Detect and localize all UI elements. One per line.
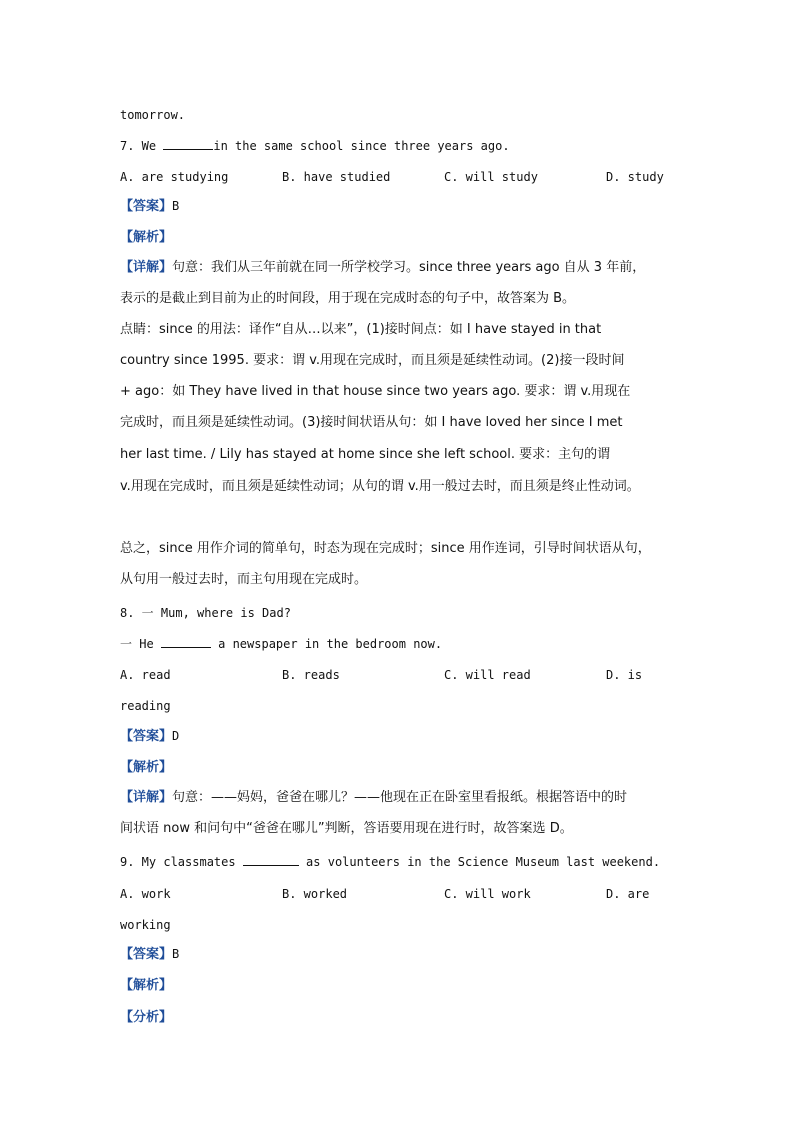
q9-option-c: C. will work xyxy=(444,887,531,901)
q7-note-line-4: 完成时，而且须是延续性动词。(3)接时间状语从句：如 I have loved her since I met xyxy=(120,415,623,430)
analysis-tag: 【解析】 xyxy=(120,230,173,245)
q8-detail-line-2: 间状语 now 和问句中“爸爸在哪儿”判断，答语要用现在进行时，故答案选 D。 xyxy=(120,821,573,836)
detail-tag: 【详解】 xyxy=(120,260,173,275)
q7-note-line-6: v.用现在完成时，而且须是延续性动词；从句的谓 v.用一般过去时，而且须是终止性动词。 xyxy=(120,479,640,494)
answer-value: D xyxy=(172,729,180,743)
q8-option-c: C. will read xyxy=(444,668,531,682)
answer-value: B xyxy=(172,199,180,213)
q7-stem: 7. We in the same school since three years ago. xyxy=(120,139,510,153)
q9-answer xyxy=(120,945,680,964)
answer-blank xyxy=(161,635,211,648)
q8-answer xyxy=(120,727,680,746)
q7-detail-line-2: 表示的是截止到目前为止的时间段，用于现在完成时态的句子中，故答案为 B。 xyxy=(120,291,576,306)
q9-analysis-heading xyxy=(120,976,680,995)
q9-option-a: A. work xyxy=(120,887,171,901)
answer-blank xyxy=(243,853,299,866)
q9-option-wrap: working xyxy=(120,918,171,932)
q7-detail-line-1: 【详解】句意：我们从三年前就在同一所学校学习。since three years ago 自从 3 年前， xyxy=(120,260,646,275)
q7-option-c: C. will study xyxy=(444,170,538,184)
q7-option-b: B. have studied xyxy=(282,170,391,184)
q8-option-wrap: reading xyxy=(120,699,171,713)
document-page xyxy=(120,0,680,1123)
q7-note-line-3: + ago：如 They have lived in that house since two years ago. 要求：谓 v.用现在 xyxy=(120,384,631,399)
q9-option-b: B. worked xyxy=(282,887,348,901)
q8-option-a: A. read xyxy=(120,668,171,682)
q8-analysis-heading xyxy=(120,758,680,777)
fenxi-tag: 【分析】 xyxy=(120,1010,173,1025)
q9-stem: 9. My classmates as volunteers in the Science Museum last weekend. xyxy=(120,855,661,869)
q7-option-a: A. are studying xyxy=(120,170,229,184)
q9-fenxi-heading xyxy=(120,1008,680,1027)
q7-note-line-5: her last time. / Lily has stayed at home since she left school. 要求：主句的谓 xyxy=(120,447,611,462)
answer-blank xyxy=(163,137,213,150)
q7-note-line-1: 点睛：since 的用法：译作“自从…以来”，(1)接时间点：如 I have stayed in that xyxy=(120,322,602,337)
q7-option-d: D. study xyxy=(606,170,664,184)
q8-detail-line-1: 【详解】句意：——妈妈，爸爸在哪儿？——他现在正在卧室里看报纸。根据答语中的时 xyxy=(120,790,628,805)
analysis-tag: 【解析】 xyxy=(120,760,173,775)
answer-tag: 【答案】 xyxy=(120,729,173,744)
answer-tag: 【答案】 xyxy=(120,199,173,214)
q7-summary-line-2: 从句用一般过去时，而主句用现在完成时。 xyxy=(120,572,368,587)
q8-option-b: B. reads xyxy=(282,668,340,682)
q8-line-2: 一 He a newspaper in the bedroom now. xyxy=(120,637,443,651)
q8-option-d: D. is xyxy=(606,668,643,682)
q8-line-1: 8. 一 Mum, where is Dad? xyxy=(120,606,291,620)
answer-value: B xyxy=(172,947,180,961)
detail-tag: 【详解】 xyxy=(120,790,173,805)
analysis-tag: 【解析】 xyxy=(120,978,173,993)
q7-answer xyxy=(120,197,680,216)
q7-summary-line-1: 总之，since 用作介词的简单句，时态为现在完成时；since 用作连词，引导时间状语从句， xyxy=(120,541,651,556)
q9-option-d: D. are xyxy=(606,887,650,901)
q6-tail: tomorrow. xyxy=(120,108,186,122)
answer-tag: 【答案】 xyxy=(120,947,173,962)
q7-note-line-2: country since 1995. 要求：谓 v.用现在完成时，而且须是延续性动词。(2)接一段时间 xyxy=(120,353,625,368)
q7-analysis-heading xyxy=(120,228,680,247)
